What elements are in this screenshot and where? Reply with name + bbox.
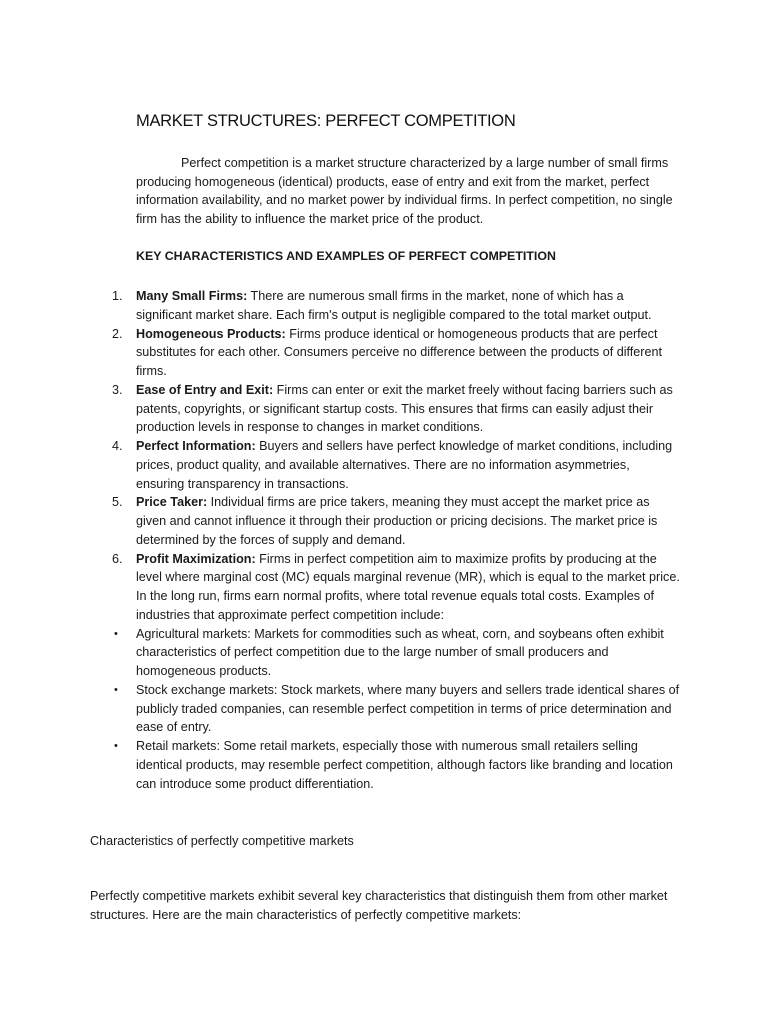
- list-item: [112, 493, 681, 549]
- list-item: [112, 381, 681, 437]
- section-subheading: KEY CHARACTERISTICS AND EXAMPLES OF PERFECT COMPETITION: [136, 249, 556, 263]
- list-item: [112, 550, 681, 625]
- bullet-item: [114, 681, 681, 737]
- list-item-term: Many Small Firms:: [136, 289, 248, 303]
- list-item-term: Price Taker:: [136, 495, 208, 510]
- bullet-item: [114, 737, 681, 793]
- intro-paragraph: Perfect competition is a market structure characterized by a large number of small firms producing homogeneous (identical) products, ease of entry and exit from the market, perfect information availability, and no market power by individual firms. In perfect competition, no single firm has the ability to influence the market price of the product.: [136, 156, 673, 227]
- characteristics-list: [112, 287, 681, 793]
- bullet-item-text: Retail markets: Some retail markets, especially those with numerous small retailers selling identical products, may resemble perfect competition, although factors like branding and location can introduce some product differentiation.: [136, 739, 673, 791]
- list-item-term: Homogeneous Products:: [136, 326, 286, 341]
- list-item-term: Perfect Information:: [136, 439, 256, 453]
- bullet-item: [114, 625, 681, 681]
- list-item-text: Firms produce identical or homogeneous products that are perfect substitutes for each other. Consumers perceive no difference between the products of different firms.: [136, 326, 662, 378]
- list-item-text: Firms in perfect competition aim to maximize profits by producing at the level where marginal cost (MC) equals marginal revenue (MR), which is equal to the market price. In the long run, firms earn normal profits, where total revenue equals total costs. Examples of industries that approximate perfect competition include:: [136, 551, 680, 622]
- document-title: MARKET STRUCTURES: PERFECT COMPETITION: [136, 112, 516, 130]
- bullet-icon: •: [114, 683, 118, 696]
- list-item-text: Firms can enter or exit the market freely without facing barriers such as patents, copyrights, or significant startup costs. This ensures that firms can easily adjust their production levels in response to changes in market conditions.: [136, 382, 673, 435]
- list-number: 1.: [112, 289, 123, 303]
- list-number: 6.: [112, 551, 123, 566]
- list-number: 3.: [112, 382, 123, 397]
- list-item-text: There are numerous small firms in the market, none of which has a significant market share. Each firm's output is negligible compared to the total market output.: [136, 289, 652, 322]
- bullet-icon: •: [114, 627, 118, 640]
- section-heading: Characteristics of perfectly competitive markets: [90, 834, 354, 848]
- list-item-text: Buyers and sellers have perfect knowledge of market conditions, including prices, product quality, and available alternatives. There are no information asymmetries, ensuring transparency in transactions.: [136, 439, 673, 491]
- list-item-term: Profit Maximization:: [136, 551, 256, 566]
- list-number: 5.: [112, 495, 123, 510]
- list-number: 2.: [112, 326, 123, 341]
- bullet-item-text: Agricultural markets: Markets for commodities such as wheat, corn, and soybeans often exhibit characteristics of perfect competition due to the large number of small producers and homogeneous products.: [136, 626, 664, 678]
- section-paragraph: Perfectly competitive markets exhibit several key characteristics that distinguish them from other market structures. Here are the main characteristics of perfectly competitive markets:: [90, 889, 668, 922]
- bullet-item-text: Stock exchange markets: Stock markets, where many buyers and sellers trade identical shares of publicly traded companies, can resemble perfect competition in terms of price determination and ease of entry.: [136, 682, 680, 735]
- list-item: [112, 437, 681, 493]
- list-item-text: Individual firms are price takers, meaning they must accept the market price as given and cannot influence it through their production or pricing decisions. The market price is determined by the forces of supply and demand.: [136, 495, 658, 547]
- list-item: [112, 325, 681, 381]
- list-number: 4.: [112, 439, 123, 453]
- bullet-icon: •: [114, 740, 118, 752]
- list-item-term: Ease of Entry and Exit:: [136, 382, 274, 397]
- list-item: [112, 287, 681, 325]
